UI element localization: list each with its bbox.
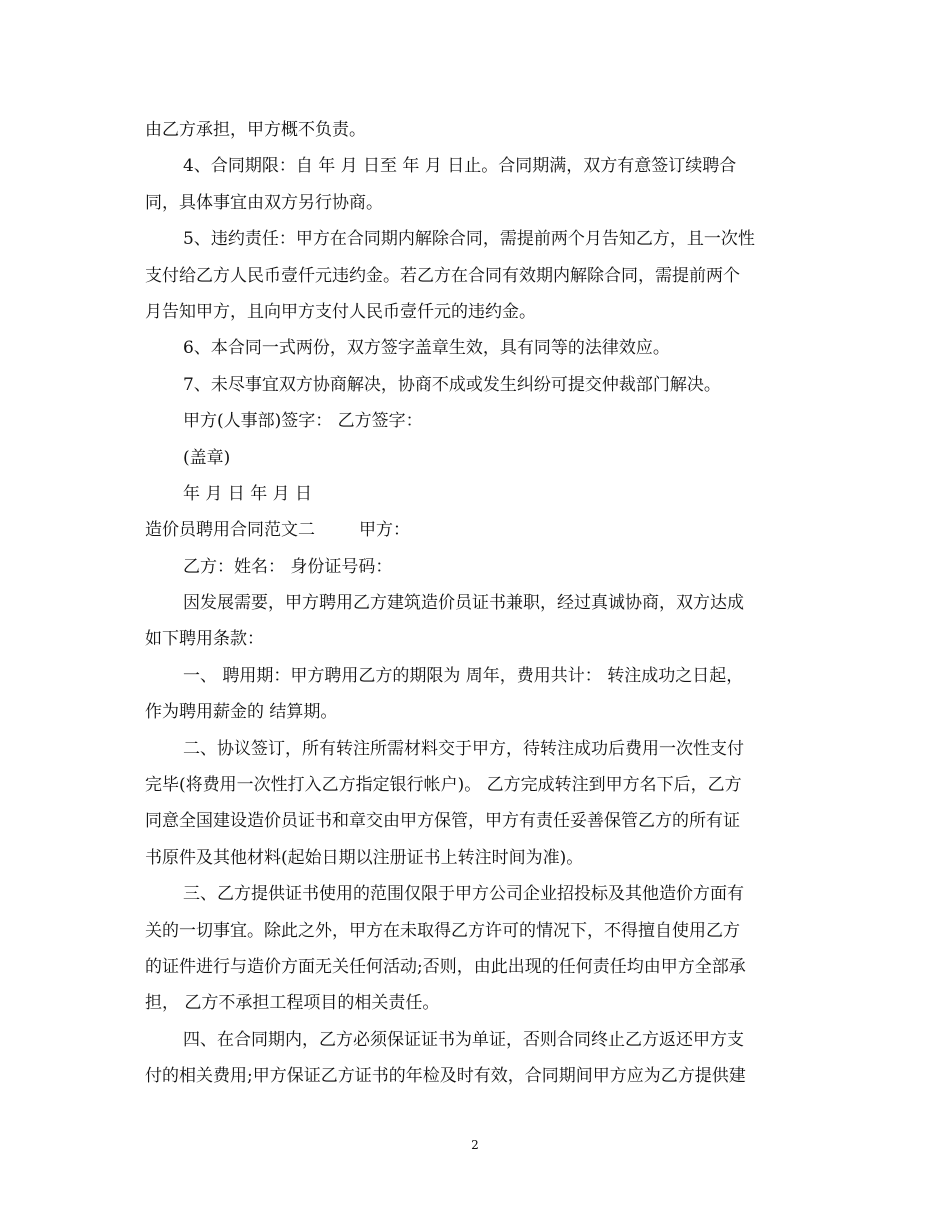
- section-title: 造价员聘用合同范文二: [145, 520, 315, 541]
- party-b-line: 乙方：姓名： 身份证号码：: [183, 556, 393, 577]
- date-line: 年 月 日 年 月 日: [183, 483, 313, 504]
- text-line: 书原件及其他材料(起始日期以注册证书上转注时间为准)。: [145, 847, 584, 868]
- page-number: 2: [471, 1138, 479, 1152]
- article-2-line: 二、协议签订，所有转注所需材料交于甲方，待转注成功后费用一次性支付: [183, 738, 744, 759]
- party-a-label: 甲方：: [359, 520, 410, 541]
- text-line: 的证件进行与造价方面无关任何活动;否则，由此出现的任何责任均由甲方全部承: [145, 956, 746, 977]
- signature-line: 甲方(人事部)签字： 乙方签字：: [183, 411, 423, 432]
- text-line: 担， 乙方不承担工程项目的相关责任。: [145, 993, 440, 1014]
- article-4-line: 四、在合同期内，乙方必须保证证书为单证，否则合同终止乙方返还甲方支: [183, 1029, 744, 1050]
- text-line: 支付给乙方人民币壹仟元违约金。若乙方在合同有效期内解除合同，需提前两个: [145, 265, 740, 286]
- text-line: 同，具体事宜由双方另行协商。: [145, 192, 383, 213]
- text-line: 付的相关费用;甲方保证乙方证书的年检及时有效，合同期间甲方应为乙方提供建: [145, 1066, 746, 1087]
- clause-5-line: 5、违约责任：甲方在合同期内解除合同，需提前两个月告知乙方，且一次性: [183, 229, 755, 250]
- text-line: 同意全国建设造价员证书和章交由甲方保管，甲方有责任妥善保管乙方的所有证: [145, 811, 740, 832]
- article-3-line: 三、乙方提供证书使用的范围仅限于甲方公司企业招投标及其他造价方面有: [183, 884, 744, 905]
- paragraph-line: 因发展需要，甲方聘用乙方建筑造价员证书兼职，经过真诚协商，双方达成: [183, 593, 744, 614]
- document-body: [145, 112, 810, 1095]
- clause-4-line: 4、合同期限：自 年 月 日至 年 月 日止。合同期满，双方有意签订续聘合: [183, 156, 737, 177]
- article-1-line: 一、 聘用期：甲方聘用乙方的期限为 周年，费用共计： 转注成功之日起，: [183, 665, 744, 686]
- seal-line: (盖章): [183, 447, 231, 468]
- clause-7-line: 7、未尽事宜双方协商解决，协商不成或发生纠纷可提交仲裁部门解决。: [183, 374, 721, 395]
- text-line: 由乙方承担，甲方概不负责。: [145, 120, 366, 140]
- text-line: 关的一切事宜。除此之外，甲方在未取得乙方许可的情况下，不得擅自使用乙方: [145, 920, 740, 941]
- clause-6-line: 6、本合同一式两份，双方签字盖章生效，具有同等的法律效应。: [183, 338, 670, 359]
- text-line: 如下聘用条款：: [145, 629, 264, 650]
- text-line: 作为聘用薪金的 结算期。: [145, 702, 338, 723]
- section-heading-line: [145, 512, 810, 548]
- text-line: 月告知甲方，且向甲方支付人民币壹仟元的违约金。: [145, 301, 536, 322]
- text-line: 完毕(将费用一次性打入乙方指定银行帐户)。 乙方完成转注到甲方名下后，乙方: [145, 775, 742, 796]
